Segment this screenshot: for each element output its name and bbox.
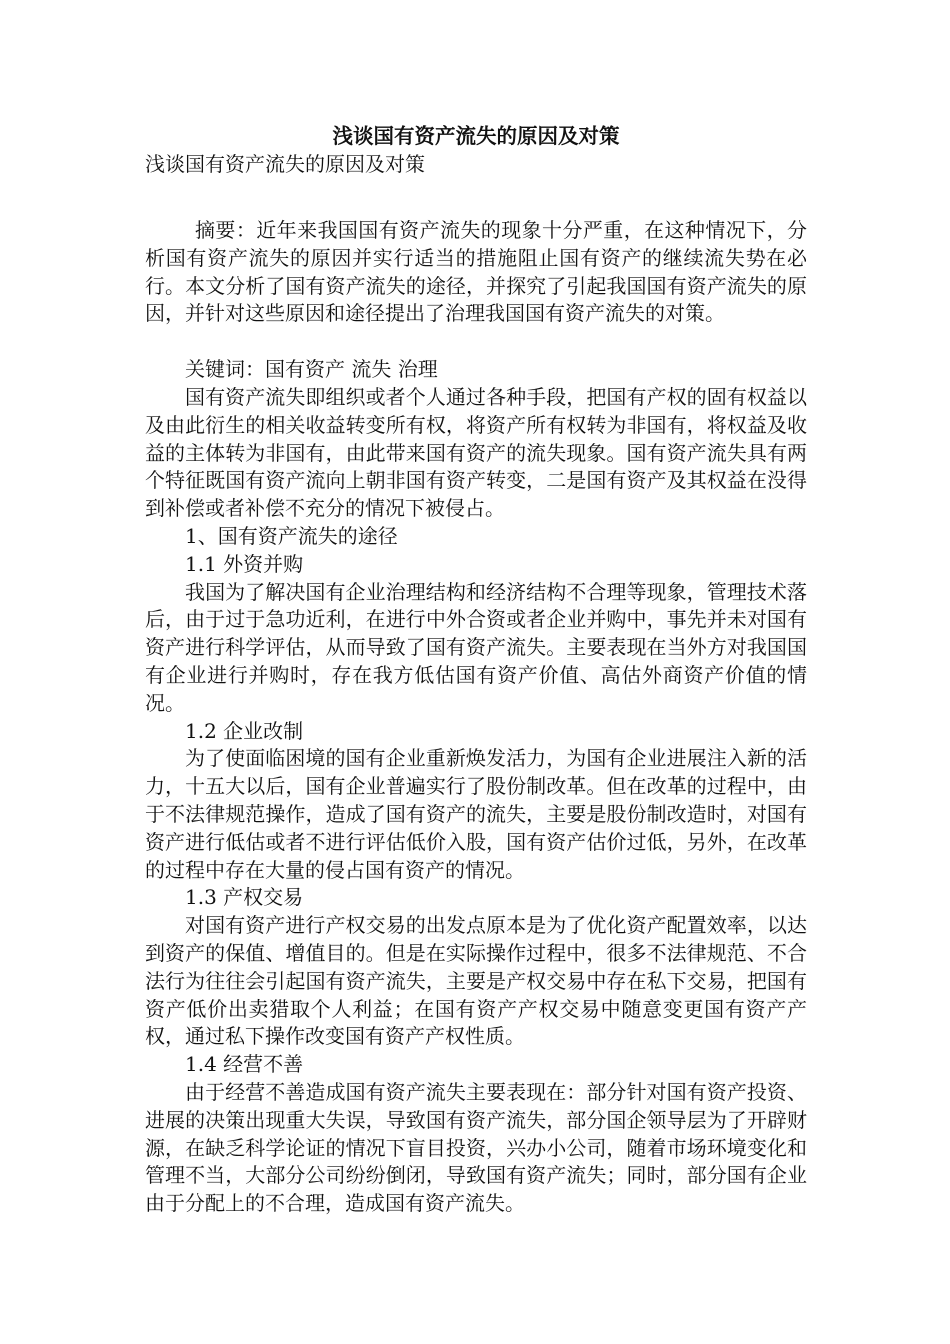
subsection-heading: 1.3 产权交易 <box>185 885 304 910</box>
subsection-paragraph: 我国为了解决国有企业治理结构和经济结构不合理等现象，管理技术落后，由于过于急功近利，在进行中外合资或者企业并购中，事先并未对国有资产进行科学评估，从而导致了国有资产流失。主要表现在当外方对我国国有企业进行并购时，存在我方低估国有资产价值、高估外商资产价值的情况。 <box>145 579 807 715</box>
document-title: 浅谈国有资产流失的原因及对策 <box>332 124 620 148</box>
document-subtitle: 浅谈国有资产流失的原因及对策 <box>145 152 425 176</box>
subsection-paragraph: 由于经营不善造成国有资产流失主要表现在：部分针对国有资产投资、进展的决策出现重大失误，导致国有资产流失，部分国企领导层为了开辟财源，在缺乏科学论证的情况下盲目投资，兴办小公司，随着市场环境变化和管理不当，大部分公司纷纷倒闭，导致国有资产流失；同时，部分国有企业由于分配上的不合理，造成国有资产流失。 <box>145 1079 807 1216</box>
document-content <box>145 121 807 1218</box>
subsection-paragraph: 对国有资产进行产权交易的出发点原本是为了优化资产配置效率，以达到资产的保值、增值目的。但是在实际操作过程中，很多不法律规范、不合法行为往往会引起国有资产流失，主要是产权交易中存在私下交易，把国有资产低价出卖猎取个人利益；在国有资产产权交易中随意变更国有资产产权，通过私下操作改变国有资产产权性质。 <box>145 913 807 1049</box>
subsection-paragraph: 为了使面临困境的国有企业重新焕发活力，为国有企业进展注入新的活力，十五大以后，国有企业普遍实行了股份制改革。但在改革的过程中，由于不法律规范操作，造成了国有资产的流失，主要是股份制改造时，对国有资产进行低估或者不进行评估低价入股，国有资产估价过低，另外，在改革的过程中存在大量的侵占国有资产的情况。 <box>145 746 807 882</box>
abstract-paragraph: 摘要：近年来我国国有资产流失的现象十分严重，在这种情况下，分析国有资产流失的原因并实行适当的措施阻止国有资产的继续流失势在必行。本文分析了国有资产流失的途径，并探究了引起我国国有资产流失的原因，并针对这些原因和途径提出了治理我国国有资产流失的对策。 <box>145 218 807 326</box>
keywords-line: 关键词：国有资产 流失 治理 <box>185 357 438 382</box>
section-heading: 1、国有资产流失的途径 <box>185 523 398 548</box>
subsection-heading: 1.1 外资并购 <box>185 551 304 576</box>
subsection-heading: 1.4 经营不善 <box>185 1052 304 1077</box>
subsection-heading: 1.2 企业改制 <box>185 718 304 743</box>
intro-paragraph: 国有资产流失即组织或者个人通过各种手段，把国有产权的固有权益以及由此衍生的相关收益转变所有权，将资产所有权转为非国有，将权益及收益的主体转为非国有，由此带来国有资产的流失现象。国有资产流失具有两个特征既国有资产流向上朝非国有资产转变，二是国有资产及其权益在没得到补偿或者补偿不充分的情况下被侵占。 <box>145 384 807 521</box>
